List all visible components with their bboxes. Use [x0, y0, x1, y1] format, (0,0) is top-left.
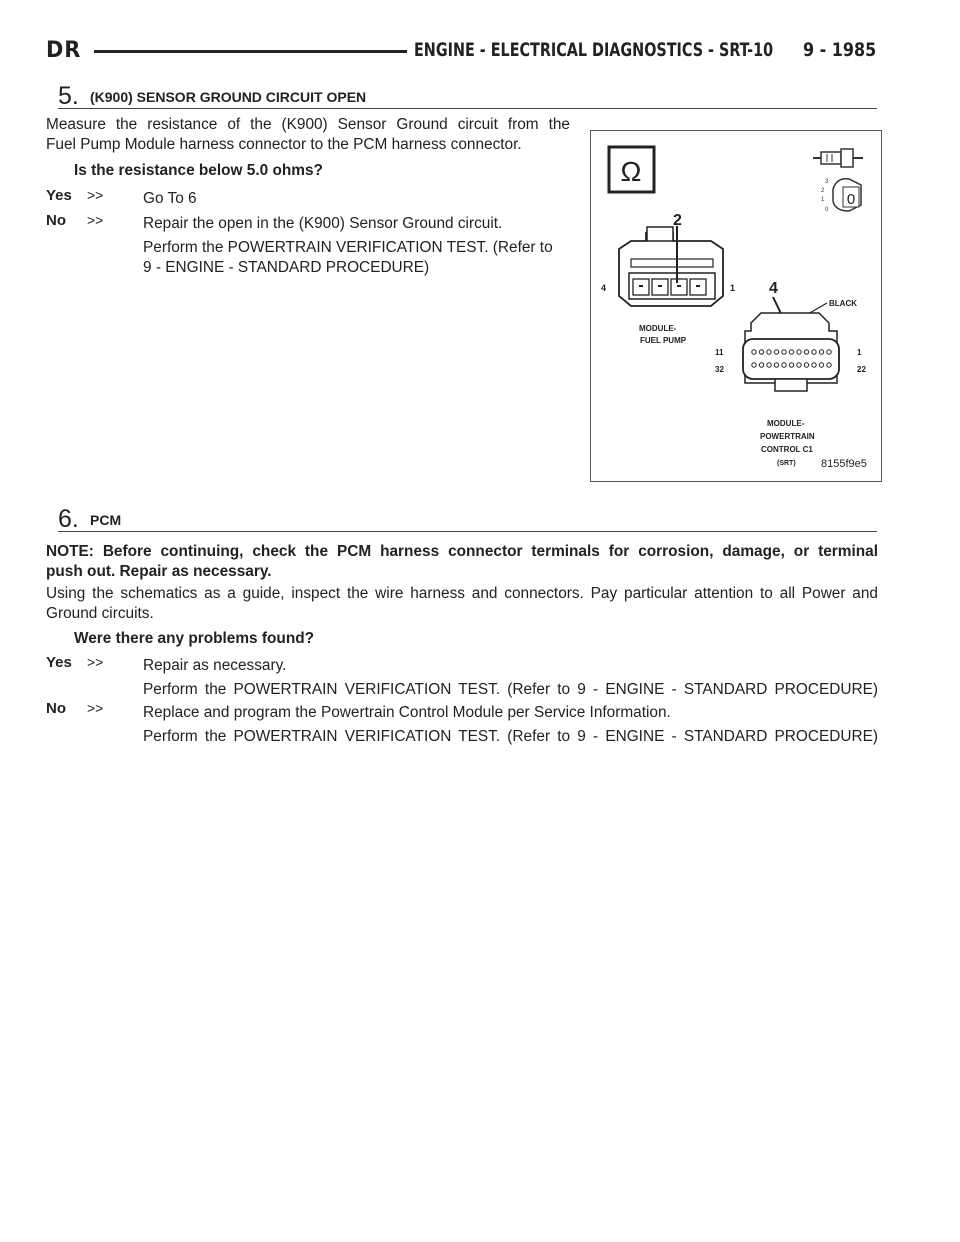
- fuel-pump-connector: [619, 227, 723, 306]
- step-6-no-verify: Perform the POWERTRAIN VERIFICATION TEST. (Refer to 9 - ENGINE - STANDARD PROCEDURE): [143, 728, 878, 745]
- fp-name-line2: FUEL PUMP: [640, 336, 687, 345]
- pcm-pin-32: 32: [715, 365, 724, 374]
- fp-name-line1: MODULE-: [639, 324, 677, 333]
- step-5-number: 5.: [58, 82, 79, 110]
- pcm-name-line2: POWERTRAIN: [760, 432, 815, 441]
- step-5-body-line1: Measure the resistance of the (K900) Sensor Ground circuit from the: [46, 116, 570, 133]
- step-5-heading: [58, 82, 877, 109]
- step-5-no-verify-line2: 9 - ENGINE - STANDARD PROCEDURE): [143, 259, 430, 276]
- svg-text:0: 0: [846, 191, 856, 208]
- pcm-name-line1: MODULE-: [767, 419, 805, 428]
- connector-diagram: [590, 130, 882, 482]
- svg-text:1: 1: [821, 197, 825, 203]
- fp-pin-left: 4: [601, 283, 607, 293]
- step-6-title: PCM: [90, 512, 122, 528]
- step-5-no-action: Repair the open in the (K900) Sensor Ground circuit.: [143, 215, 503, 232]
- step-5-no-verify-line1: Perform the POWERTRAIN VERIFICATION TEST. (Refer to: [143, 239, 553, 256]
- ohmmeter-icon: [609, 147, 654, 192]
- header-section-code: DR: [46, 38, 82, 63]
- step-6-yes-label: Yes: [46, 654, 72, 671]
- header-rule: [94, 50, 407, 53]
- pcm-pin-11: 11: [715, 348, 724, 357]
- page-number: 9 - 1985: [802, 39, 876, 61]
- step-6-no-label: No: [46, 700, 66, 717]
- step-6-heading: [58, 505, 877, 532]
- step-5-yes-label: Yes: [46, 187, 72, 204]
- step-5-title: (K900) SENSOR GROUND CIRCUIT OPEN: [90, 89, 367, 105]
- step-6-note-line1: NOTE: Before continuing, check the PCM harness connector terminals for corrosion, damage, or terminal: [46, 543, 878, 560]
- pcm-pin-22: 22: [857, 365, 866, 374]
- step-6-no-arrow: >>: [87, 700, 104, 716]
- probe-icon: [813, 149, 863, 167]
- step-6-question: Were there any problems found?: [74, 630, 315, 647]
- step-5-body-line2: Fuel Pump Module harness connector to the PCM harness connector.: [46, 136, 522, 153]
- svg-text:3: 3: [825, 179, 829, 185]
- pin2-label: 2: [673, 212, 682, 229]
- figure-id: 8155f9e5: [821, 458, 867, 470]
- svg-text:2: 2: [821, 188, 825, 194]
- pcm-pin-1: 1: [857, 348, 862, 357]
- step-5-no-label: No: [46, 212, 66, 229]
- srt-label: (SRT): [777, 460, 796, 467]
- ohm-symbol: Ω: [620, 156, 642, 187]
- header-title: ENGINE - ELECTRICAL DIAGNOSTICS - SRT-10: [414, 39, 774, 61]
- step-6-yes-action: Repair as necessary.: [143, 657, 287, 674]
- step-6-yes-arrow: >>: [87, 654, 104, 670]
- step-6-body-line1: Using the schematics as a guide, inspect the wire harness and connectors. Pay particular attention to all Power and: [46, 585, 878, 602]
- multimeter-dial-icon: [821, 179, 861, 213]
- step-6-note-line2: push out. Repair as necessary.: [46, 563, 272, 580]
- step-6-number: 6.: [58, 505, 79, 533]
- svg-text:0: 0: [825, 207, 829, 213]
- step-5-question: Is the resistance below 5.0 ohms?: [74, 162, 323, 179]
- step-5-yes-action: Go To 6: [143, 190, 197, 207]
- pcm-connector: [743, 313, 839, 391]
- step-6-no-action: Replace and program the Powertrain Control Module per Service Information.: [143, 704, 671, 721]
- step-6-body-line2: Ground circuits.: [46, 605, 154, 622]
- step-5-yes-arrow: >>: [87, 187, 104, 203]
- step-5-no-arrow: >>: [87, 212, 104, 228]
- pin4-label: 4: [769, 280, 778, 297]
- pcm-name-line3: CONTROL C1: [761, 445, 813, 454]
- fp-pin-right: 1: [730, 283, 736, 293]
- step-6-yes-verify: Perform the POWERTRAIN VERIFICATION TEST. (Refer to 9 - ENGINE - STANDARD PROCEDURE): [143, 681, 878, 698]
- black-label: BLACK: [829, 299, 857, 308]
